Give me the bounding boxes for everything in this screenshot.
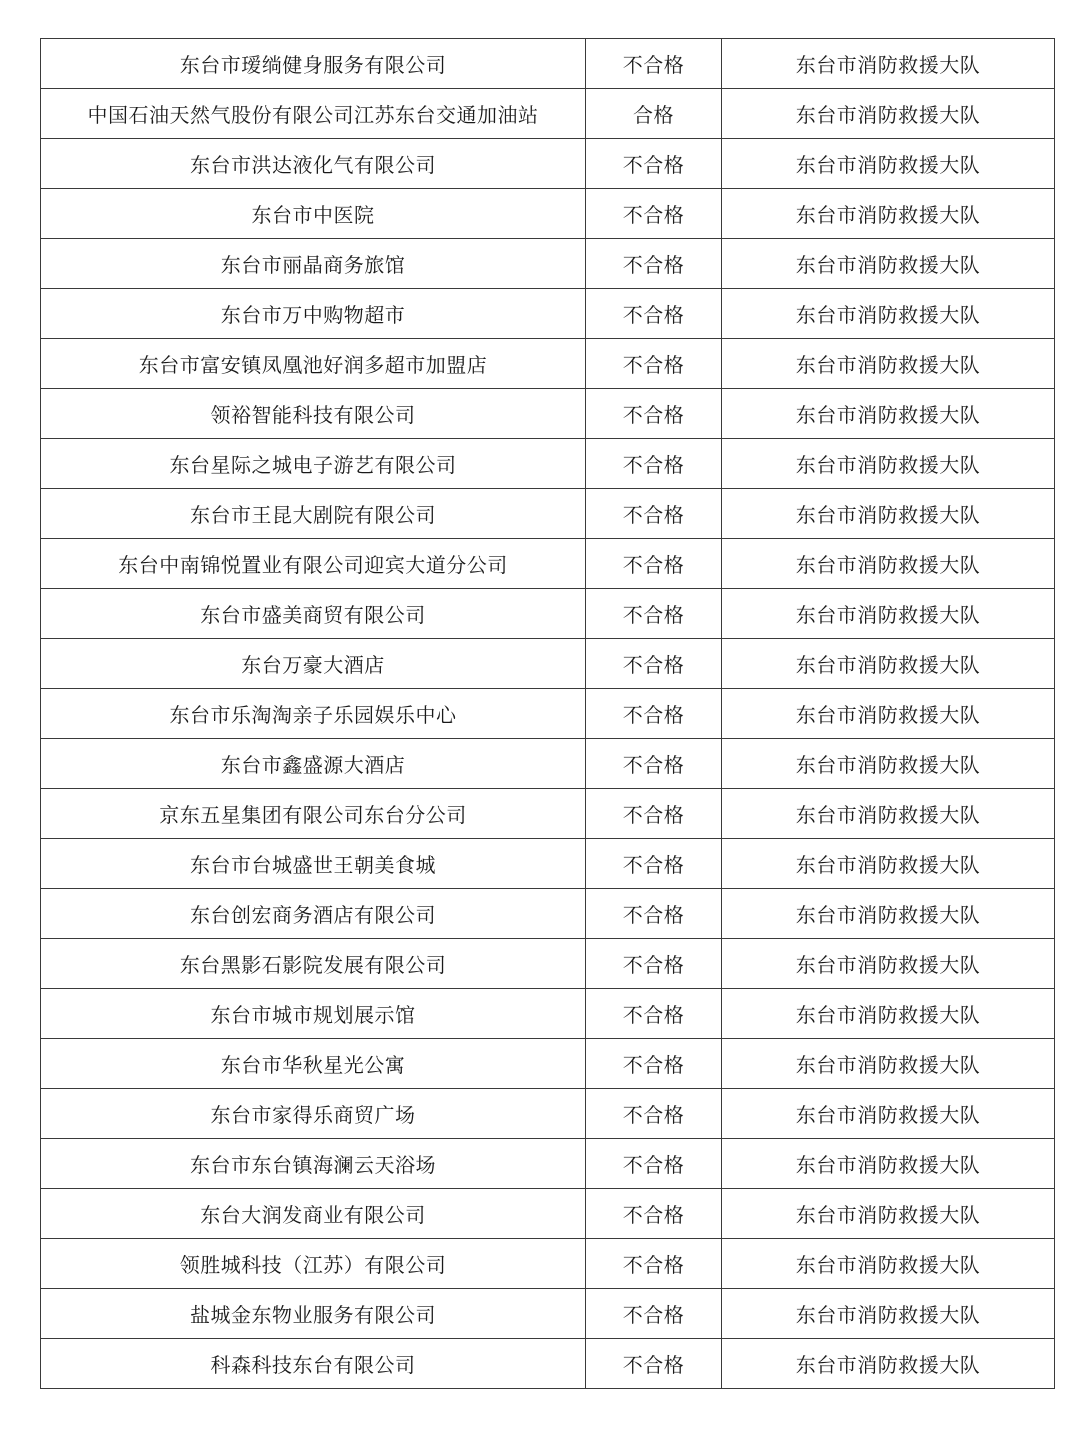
inspection-result-cell: 不合格 bbox=[586, 1339, 722, 1389]
inspecting-unit-cell: 东台市消防救援大队 bbox=[722, 189, 1055, 239]
table-row bbox=[41, 89, 1055, 139]
inspecting-unit-cell: 东台市消防救援大队 bbox=[722, 639, 1055, 689]
inspection-result-cell: 不合格 bbox=[586, 589, 722, 639]
inspecting-unit-cell: 东台市消防救援大队 bbox=[722, 1239, 1055, 1289]
inspection-result-cell: 不合格 bbox=[586, 539, 722, 589]
inspection-result-cell: 不合格 bbox=[586, 889, 722, 939]
company-name-cell: 东台万豪大酒店 bbox=[41, 639, 586, 689]
inspection-result-cell: 不合格 bbox=[586, 289, 722, 339]
table-row bbox=[41, 239, 1055, 289]
inspecting-unit-cell: 东台市消防救援大队 bbox=[722, 1339, 1055, 1389]
inspection-result-cell: 不合格 bbox=[586, 339, 722, 389]
table-row bbox=[41, 1189, 1055, 1239]
company-name-cell: 东台市乐淘淘亲子乐园娱乐中心 bbox=[41, 689, 586, 739]
company-name-cell: 中国石油天然气股份有限公司江苏东台交通加油站 bbox=[41, 89, 586, 139]
company-name-cell: 东台中南锦悦置业有限公司迎宾大道分公司 bbox=[41, 539, 586, 589]
table-row bbox=[41, 789, 1055, 839]
inspecting-unit-cell: 东台市消防救援大队 bbox=[722, 389, 1055, 439]
table-row bbox=[41, 1239, 1055, 1289]
inspecting-unit-cell: 东台市消防救援大队 bbox=[722, 1189, 1055, 1239]
inspecting-unit-cell: 东台市消防救援大队 bbox=[722, 339, 1055, 389]
company-name-cell: 东台市瑷绱健身服务有限公司 bbox=[41, 39, 586, 89]
inspecting-unit-cell: 东台市消防救援大队 bbox=[722, 89, 1055, 139]
inspecting-unit-cell: 东台市消防救援大队 bbox=[722, 39, 1055, 89]
company-name-cell: 东台市城市规划展示馆 bbox=[41, 989, 586, 1039]
table-row bbox=[41, 1089, 1055, 1139]
table-row bbox=[41, 1339, 1055, 1389]
inspecting-unit-cell: 东台市消防救援大队 bbox=[722, 889, 1055, 939]
inspecting-unit-cell: 东台市消防救援大队 bbox=[722, 689, 1055, 739]
table-row bbox=[41, 389, 1055, 439]
inspection-result-cell: 不合格 bbox=[586, 989, 722, 1039]
table-row bbox=[41, 839, 1055, 889]
inspection-result-cell: 不合格 bbox=[586, 1289, 722, 1339]
inspection-result-cell: 不合格 bbox=[586, 1089, 722, 1139]
inspection-result-cell: 不合格 bbox=[586, 239, 722, 289]
inspection-result-cell: 不合格 bbox=[586, 139, 722, 189]
inspecting-unit-cell: 东台市消防救援大队 bbox=[722, 489, 1055, 539]
table-row bbox=[41, 639, 1055, 689]
inspecting-unit-cell: 东台市消防救援大队 bbox=[722, 589, 1055, 639]
company-name-cell: 东台创宏商务酒店有限公司 bbox=[41, 889, 586, 939]
inspecting-unit-cell: 东台市消防救援大队 bbox=[722, 939, 1055, 989]
table-row bbox=[41, 489, 1055, 539]
table-row bbox=[41, 139, 1055, 189]
inspecting-unit-cell: 东台市消防救援大队 bbox=[722, 839, 1055, 889]
inspection-result-cell: 不合格 bbox=[586, 389, 722, 439]
table-row bbox=[41, 289, 1055, 339]
table-row bbox=[41, 939, 1055, 989]
inspection-result-cell: 不合格 bbox=[586, 939, 722, 989]
inspection-result-cell: 不合格 bbox=[586, 39, 722, 89]
inspection-result-cell: 不合格 bbox=[586, 189, 722, 239]
inspecting-unit-cell: 东台市消防救援大队 bbox=[722, 1039, 1055, 1089]
company-name-cell: 东台星际之城电子游艺有限公司 bbox=[41, 439, 586, 489]
company-name-cell: 东台市东台镇海澜云天浴场 bbox=[41, 1139, 586, 1189]
inspection-result-cell: 不合格 bbox=[586, 1039, 722, 1089]
inspection-result-cell: 不合格 bbox=[586, 739, 722, 789]
inspecting-unit-cell: 东台市消防救援大队 bbox=[722, 739, 1055, 789]
company-name-cell: 东台黑影石影院发展有限公司 bbox=[41, 939, 586, 989]
table-row bbox=[41, 539, 1055, 589]
table-row bbox=[41, 339, 1055, 389]
inspecting-unit-cell: 东台市消防救援大队 bbox=[722, 239, 1055, 289]
inspecting-unit-cell: 东台市消防救援大队 bbox=[722, 789, 1055, 839]
inspecting-unit-cell: 东台市消防救援大队 bbox=[722, 439, 1055, 489]
table-row bbox=[41, 689, 1055, 739]
inspecting-unit-cell: 东台市消防救援大队 bbox=[722, 1089, 1055, 1139]
table-row bbox=[41, 989, 1055, 1039]
inspecting-unit-cell: 东台市消防救援大队 bbox=[722, 539, 1055, 589]
company-name-cell: 东台市鑫盛源大酒店 bbox=[41, 739, 586, 789]
company-name-cell: 东台市中医院 bbox=[41, 189, 586, 239]
company-name-cell: 京东五星集团有限公司东台分公司 bbox=[41, 789, 586, 839]
company-name-cell: 东台市盛美商贸有限公司 bbox=[41, 589, 586, 639]
inspecting-unit-cell: 东台市消防救援大队 bbox=[722, 989, 1055, 1039]
inspection-result-cell: 不合格 bbox=[586, 789, 722, 839]
table-row bbox=[41, 1139, 1055, 1189]
inspection-result-cell: 不合格 bbox=[586, 839, 722, 889]
company-name-cell: 科森科技东台有限公司 bbox=[41, 1339, 586, 1389]
inspecting-unit-cell: 东台市消防救援大队 bbox=[722, 289, 1055, 339]
table-row bbox=[41, 1289, 1055, 1339]
inspection-results-table bbox=[40, 38, 1055, 1389]
inspecting-unit-cell: 东台市消防救援大队 bbox=[722, 1139, 1055, 1189]
table-row bbox=[41, 1039, 1055, 1089]
inspection-result-cell: 不合格 bbox=[586, 489, 722, 539]
table-row bbox=[41, 439, 1055, 489]
inspection-result-cell: 合格 bbox=[586, 89, 722, 139]
table-row bbox=[41, 189, 1055, 239]
inspecting-unit-cell: 东台市消防救援大队 bbox=[722, 1289, 1055, 1339]
company-name-cell: 东台市万中购物超市 bbox=[41, 289, 586, 339]
inspection-result-cell: 不合格 bbox=[586, 1189, 722, 1239]
company-name-cell: 东台市洪达液化气有限公司 bbox=[41, 139, 586, 189]
company-name-cell: 东台大润发商业有限公司 bbox=[41, 1189, 586, 1239]
inspection-result-cell: 不合格 bbox=[586, 639, 722, 689]
company-name-cell: 领裕智能科技有限公司 bbox=[41, 389, 586, 439]
inspection-result-cell: 不合格 bbox=[586, 1139, 722, 1189]
company-name-cell: 东台市丽晶商务旅馆 bbox=[41, 239, 586, 289]
company-name-cell: 东台市富安镇凤凰池好润多超市加盟店 bbox=[41, 339, 586, 389]
company-name-cell: 领胜城科技（江苏）有限公司 bbox=[41, 1239, 586, 1289]
table-row bbox=[41, 589, 1055, 639]
table-body bbox=[41, 39, 1055, 1389]
table-row bbox=[41, 39, 1055, 89]
company-name-cell: 盐城金东物业服务有限公司 bbox=[41, 1289, 586, 1339]
company-name-cell: 东台市家得乐商贸广场 bbox=[41, 1089, 586, 1139]
company-name-cell: 东台市台城盛世王朝美食城 bbox=[41, 839, 586, 889]
inspection-result-cell: 不合格 bbox=[586, 1239, 722, 1289]
inspection-results-sheet bbox=[40, 38, 1054, 1389]
company-name-cell: 东台市王昆大剧院有限公司 bbox=[41, 489, 586, 539]
inspection-result-cell: 不合格 bbox=[586, 439, 722, 489]
inspection-result-cell: 不合格 bbox=[586, 689, 722, 739]
table-row bbox=[41, 739, 1055, 789]
company-name-cell: 东台市华秋星光公寓 bbox=[41, 1039, 586, 1089]
table-row bbox=[41, 889, 1055, 939]
inspecting-unit-cell: 东台市消防救援大队 bbox=[722, 139, 1055, 189]
